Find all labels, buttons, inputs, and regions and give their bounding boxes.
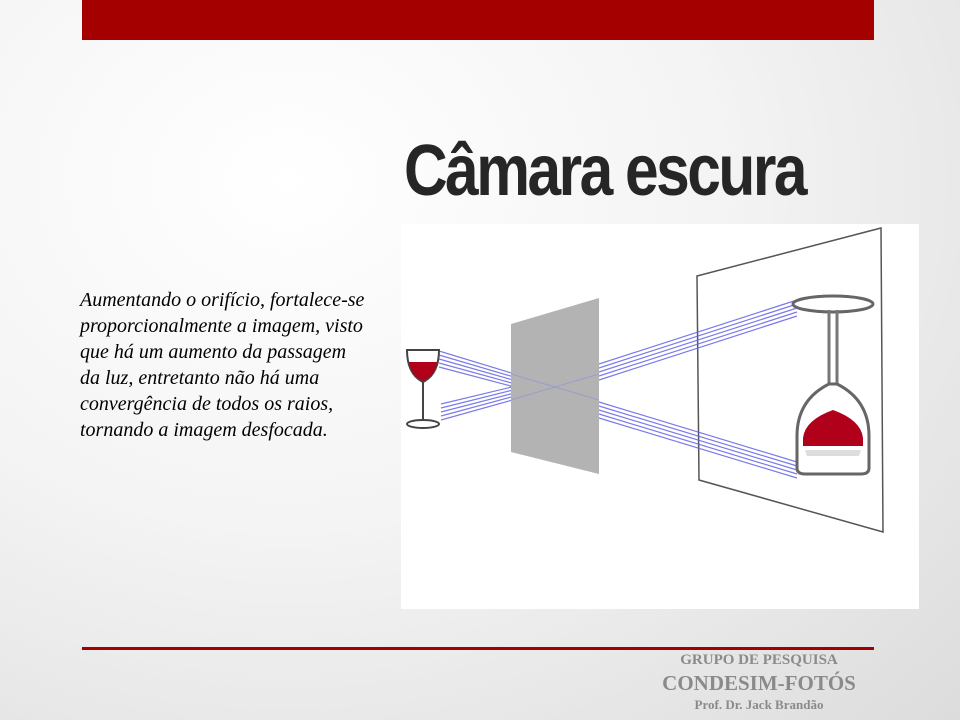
pinhole-barrier — [511, 298, 599, 474]
top-accent-bar — [82, 0, 874, 40]
slide-title: Câmara escura — [404, 131, 805, 211]
footer-credits — [640, 651, 878, 713]
footer-group-label: GRUPO DE PESQUISA — [680, 652, 838, 668]
wine-glass-icon — [407, 350, 439, 428]
camera-obscura-diagram — [401, 224, 919, 609]
bottom-accent-line — [82, 647, 874, 650]
footer-author: Prof. Dr. Jack Brandão — [694, 697, 824, 712]
projection-screen — [697, 228, 883, 532]
slide-body-text: Aumentando o orifício, fortalece-se proporcionalmente a imagem, visto que há um aumento da passagem da luz, entretanto não há uma convergência de todos os raios, tornando a imagem desfocada. — [80, 289, 365, 441]
footer-group-name: CONDESIM-FOTÓS — [662, 671, 856, 695]
